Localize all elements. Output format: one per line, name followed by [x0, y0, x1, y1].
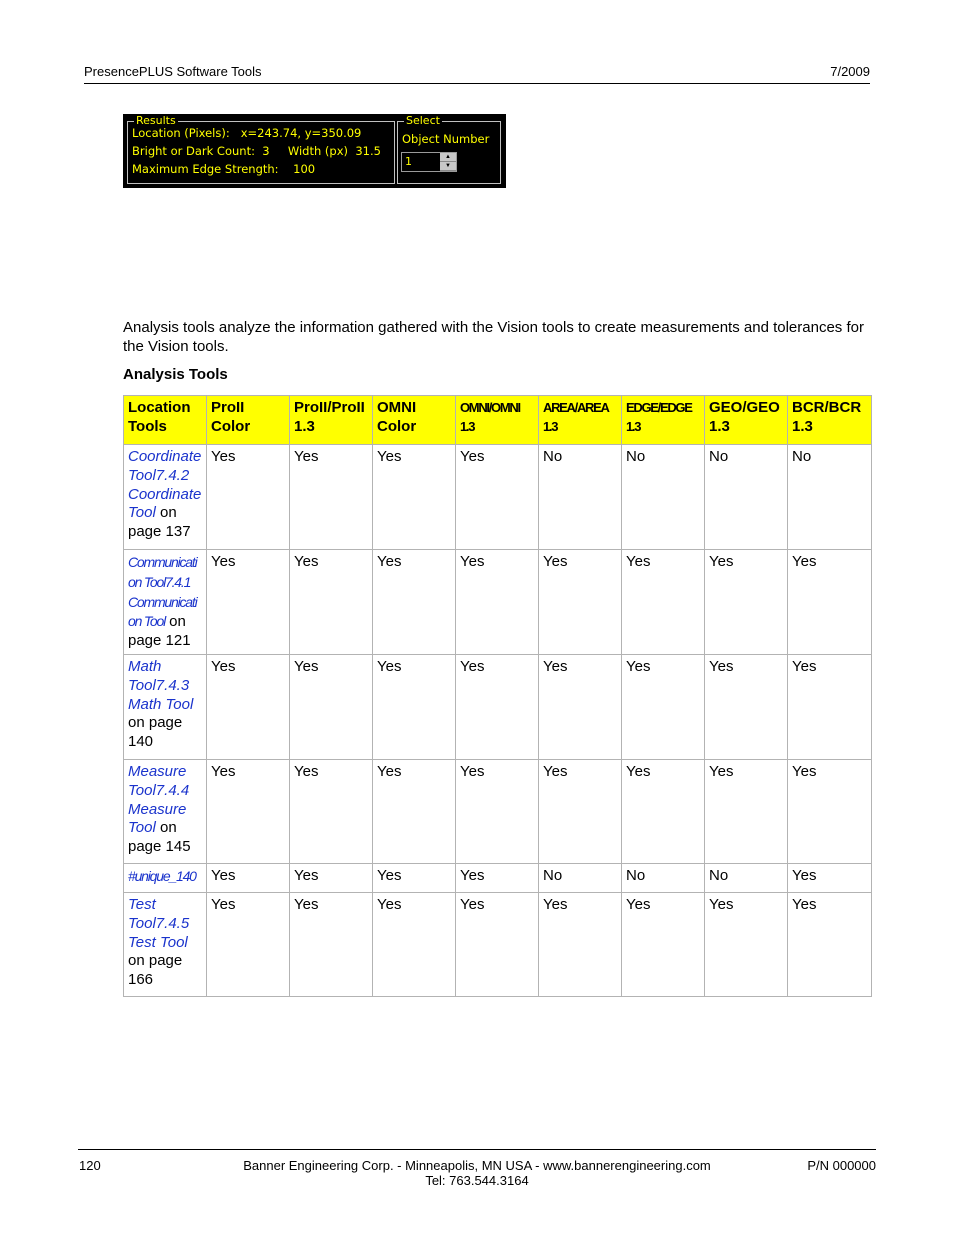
header-omni-13: OMNI/OMNI 1.3	[456, 396, 539, 445]
table-cell: Yes	[456, 863, 539, 892]
table-cell: Yes	[290, 445, 373, 550]
results-group	[127, 114, 395, 184]
footer-company: Banner Engineering Corp. - Minneapolis, MN USA - www.bannerengineering.com	[243, 1158, 711, 1173]
header-omni-color: OMNI Color	[373, 396, 456, 445]
table-cell: No	[705, 445, 788, 550]
tool-cell	[124, 892, 207, 996]
table-cell: Yes	[788, 759, 872, 863]
header-edge-13: EDGE/EDGE 1.3	[622, 396, 705, 445]
table-cell: Yes	[539, 550, 622, 655]
tool-cell	[124, 863, 207, 892]
table-cell: No	[539, 863, 622, 892]
tool-cell	[124, 445, 207, 550]
location-readout: Location (Pixels): x=243.74, y=350.09	[132, 126, 362, 140]
header-proii-color: ProII Color	[207, 396, 290, 445]
table-cell: No	[788, 445, 872, 550]
decrement-arrow-icon[interactable]: ▼	[440, 162, 456, 171]
table-cell: Yes	[456, 550, 539, 655]
table-row	[124, 863, 872, 892]
page-reference: on page 145	[128, 819, 191, 856]
page-reference: on page 140	[128, 714, 183, 751]
running-header-title: PresencePLUS Software Tools	[84, 64, 262, 79]
table-cell: Yes	[456, 445, 539, 550]
stepper-buttons	[440, 153, 456, 171]
table-cell: Yes	[456, 654, 539, 759]
table-cell: Yes	[622, 550, 705, 655]
table-cell: Yes	[207, 759, 290, 863]
table-cell: Yes	[207, 892, 290, 996]
page-number: 120	[79, 1158, 101, 1173]
table-row	[124, 550, 872, 655]
table-row	[124, 445, 872, 550]
results-group-title: Results	[136, 114, 176, 127]
table-row	[124, 654, 872, 759]
table-header-row	[124, 396, 872, 445]
count-width-readout: Bright or Dark Count: 3 Width (px) 31.5	[132, 144, 381, 158]
unique-140-link[interactable]: #unique_140	[128, 867, 196, 884]
table-cell: Yes	[290, 654, 373, 759]
footer-telephone: Tel: 763.544.3164	[425, 1173, 529, 1188]
tool-cell	[124, 759, 207, 863]
running-header-date: 7/2009	[830, 64, 870, 79]
table-cell: No	[622, 863, 705, 892]
coordinate-tool-link[interactable]: Coordinate Tool7.4.2 Coordinate Tool	[128, 448, 202, 522]
table-cell: Yes	[373, 445, 456, 550]
table-cell: Yes	[788, 654, 872, 759]
table-cell: Yes	[788, 550, 872, 655]
table-cell: Yes	[622, 759, 705, 863]
header-divider	[84, 83, 870, 84]
table-cell: Yes	[290, 550, 373, 655]
select-group-title: Select	[406, 114, 440, 127]
page-reference: on page 121	[128, 613, 191, 650]
table-cell: Yes	[373, 654, 456, 759]
table-cell: Yes	[456, 759, 539, 863]
select-group	[397, 114, 501, 184]
object-number-stepper[interactable]	[401, 152, 457, 172]
header-proii-13: ProII/ProII 1.3	[290, 396, 373, 445]
object-number-value[interactable]: 1	[405, 155, 412, 168]
table-cell: Yes	[705, 654, 788, 759]
part-number: P/N 000000	[807, 1158, 876, 1173]
table-cell: No	[705, 863, 788, 892]
table-cell: Yes	[373, 550, 456, 655]
intro-paragraph: Analysis tools analyze the information gathered with the Vision tools to create measurements and tolerances for the Vision tools.	[123, 319, 864, 355]
table-cell: Yes	[207, 863, 290, 892]
table-cell: No	[622, 445, 705, 550]
table-caption: Analysis Tools	[123, 366, 228, 383]
table-cell: Yes	[788, 892, 872, 996]
header-bcr-13: BCR/BCR 1.3	[788, 396, 872, 445]
page-reference: on page 166	[128, 952, 183, 989]
table-cell: Yes	[290, 863, 373, 892]
table-cell: Yes	[207, 550, 290, 655]
footer-divider	[78, 1149, 876, 1150]
table-cell: No	[539, 445, 622, 550]
table-row	[124, 892, 872, 996]
table-cell: Yes	[373, 892, 456, 996]
test-tool-link[interactable]: Test Tool7.4.5 Test Tool	[128, 895, 190, 951]
table-cell: Yes	[207, 654, 290, 759]
table-cell: Yes	[456, 892, 539, 996]
header-location-tools: Location Tools	[124, 396, 207, 445]
results-panel-screenshot	[123, 114, 506, 188]
table-row	[124, 759, 872, 863]
table-cell: Yes	[207, 445, 290, 550]
table-cell: Yes	[539, 892, 622, 996]
header-geo-13: GEO/GEO 1.3	[705, 396, 788, 445]
table-cell: Yes	[622, 892, 705, 996]
table-cell: Yes	[705, 550, 788, 655]
table-cell: Yes	[539, 759, 622, 863]
analysis-tools-table	[123, 395, 872, 997]
table-cell: Yes	[290, 759, 373, 863]
table-cell: Yes	[705, 892, 788, 996]
communication-tool-link[interactable]: Communication Tool7.4.1 Communication Tool	[128, 554, 197, 630]
increment-arrow-icon[interactable]: ▲	[440, 153, 456, 162]
page-reference: on page 137	[128, 504, 191, 541]
table-cell: Yes	[705, 759, 788, 863]
tool-cell	[124, 654, 207, 759]
table-cell: Yes	[290, 892, 373, 996]
table-cell: Yes	[788, 863, 872, 892]
header-area-13: AREA/AREA 1.3	[539, 396, 622, 445]
edge-strength-readout: Maximum Edge Strength: 100	[132, 162, 316, 176]
tool-cell	[124, 550, 207, 655]
table-cell: Yes	[373, 863, 456, 892]
measure-tool-link[interactable]: Measure Tool7.4.4 Measure Tool	[128, 762, 190, 837]
table-cell: Yes	[373, 759, 456, 863]
object-number-label: Object Number	[402, 132, 490, 146]
math-tool-link[interactable]: Math Tool7.4.3 Math Tool	[128, 657, 194, 713]
table-cell: Yes	[622, 654, 705, 759]
table-cell: Yes	[539, 654, 622, 759]
